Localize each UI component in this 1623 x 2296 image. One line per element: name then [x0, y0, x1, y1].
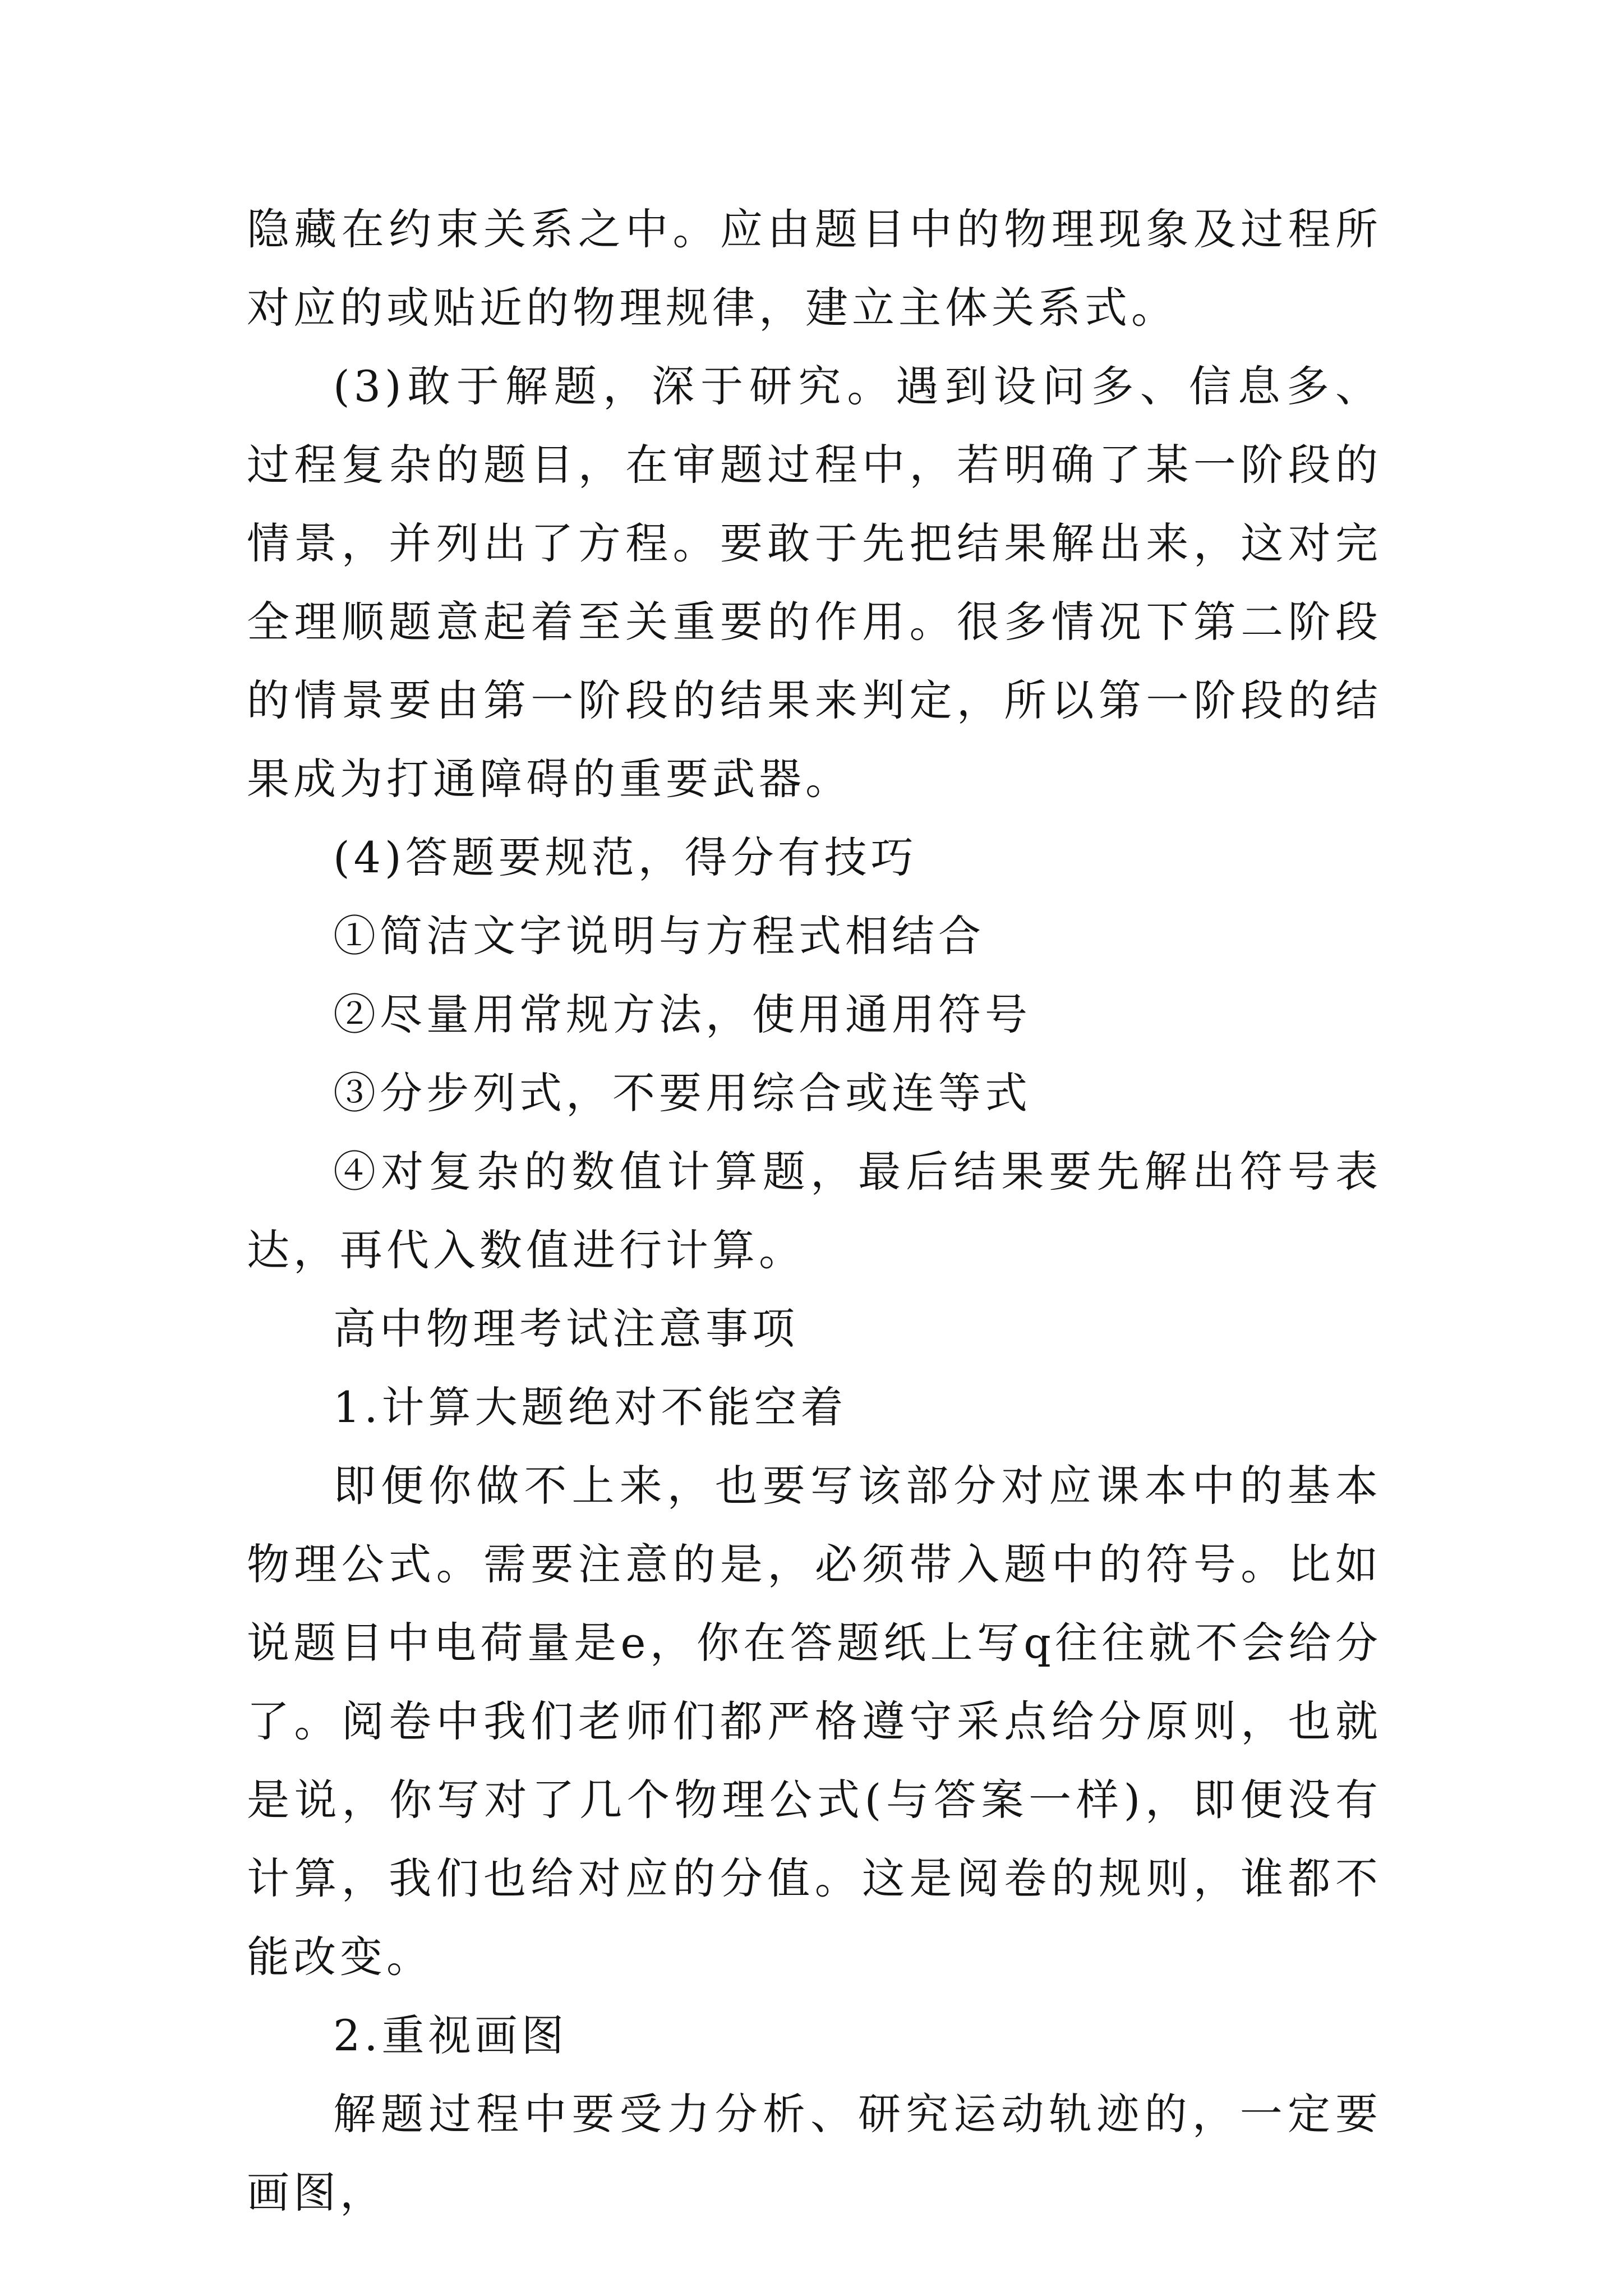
body-paragraph: 隐藏在约束关系之中。应由题目中的物理现象及过程所对应的或贴近的物理规律，建立主体关系式。 [247, 204, 1382, 333]
body-paragraph: 1.计算大题绝对不能空着 [333, 1382, 847, 1432]
body-paragraph: (4)答题要规范，得分有技巧 [333, 832, 917, 882]
body-paragraph: ③分步列式，不要用综合或连等式 [333, 1068, 1031, 1118]
body-paragraph: 高中物理考试注意事项 [333, 1304, 799, 1354]
body-paragraph: ④对复杂的数值计算题，最后结果要先解出符号表达，再代入数值进行计算。 [247, 1147, 1382, 1275]
body-paragraph: ②尽量用常规方法，使用通用符号 [333, 990, 1031, 1039]
body-paragraph: 解题过程中要受力分析、研究运动轨迹的，一定要画图， [247, 2089, 1382, 2217]
body-paragraph: 2.重视画图 [333, 2010, 568, 2060]
body-paragraph: ①简洁文字说明与方程式相结合 [333, 911, 985, 961]
body-paragraph: 即便你做不上来，也要写该部分对应课本中的基本物理公式。需要注意的是，必须带入题中的符号。比如说题目中电荷量是e，你在答题纸上写q往往就不会给分了。阅卷中我们老师们都严格遵守采点给分原则，也就是说，你写对了几个物理公式(与答案一样)，即便没有计算，我们也给对应的分值。这是阅卷的规则，谁都不能改变。 [247, 1461, 1382, 1982]
document-body [247, 190, 1382, 2232]
body-paragraph: (3)敢于解题，深于研究。遇到设问多、信息多、过程复杂的题目，在审题过程中，若明确了某一阶段的情景，并列出了方程。要敢于先把结果解出来，这对完全理顺题意起着至关重要的作用。很多情况下第二阶段的情景要由第一阶段的结果来判定，所以第一阶段的结果成为打通障碍的重要武器。 [247, 361, 1382, 804]
